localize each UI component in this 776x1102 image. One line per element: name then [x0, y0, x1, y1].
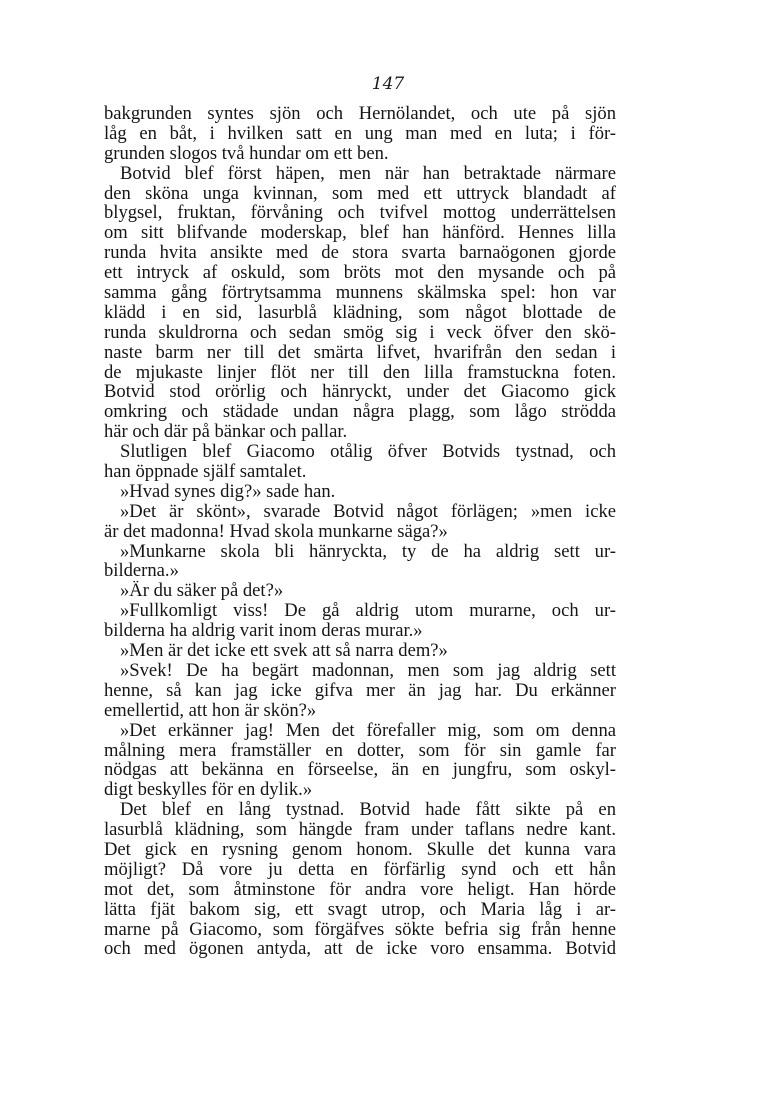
- body-text: [104, 104, 616, 959]
- text-line: »Svek! De ha begärt madonnan, men som jag aldrig sett: [120, 660, 616, 681]
- text-line: bilderna.»: [104, 561, 179, 582]
- text-line: runda hvita ansikte med de stora svarta barnaögonen gjorde: [104, 243, 616, 264]
- text-line: bakgrunden syntes sjön och Hernölandet, och ute på sjön: [104, 104, 616, 124]
- text-line: digt beskylles för en dylik.»: [104, 780, 313, 801]
- text-line: Botvid blef först häpen, men när han betraktade närmare: [120, 163, 616, 184]
- text-line: blygsel, fruktan, förvåning och tvifvel mottog underrättelsen: [104, 203, 616, 224]
- text-line: »Det är skönt», svarade Botvid något förlägen; »men icke: [120, 501, 616, 522]
- text-line: möjligt? Då vore ju detta en förfärlig synd och ett hån: [104, 859, 616, 880]
- text-line: här och där på bänkar och pallar.: [104, 422, 348, 443]
- text-line: är det madonna! Hvad skola munkarne säga?»: [104, 521, 448, 542]
- text-line: klädd i en sid, lasurblå klädning, som något blottade de: [104, 302, 616, 323]
- text-line: omkring och städade undan några plagg, som lågo strödda: [104, 402, 616, 423]
- text-line: mot det, som åtminstone för andra vore heligt. Han hörde: [104, 879, 616, 900]
- text-line: Det gick en rysning genom honom. Skulle det kunna vara: [104, 839, 616, 860]
- text-line: den sköna unga kvinnan, som med ett uttryck blandadt af: [104, 183, 616, 204]
- text-line: han öppnade själf samtalet.: [104, 462, 307, 482]
- text-line: Slutligen blef Giacomo otålig öfver Botvids tystnad, och: [120, 442, 616, 463]
- text-line: låg en båt, i hvilken satt en ung man med en luta; i för-: [104, 123, 616, 144]
- text-line: runda skuldrorna och sedan smög sig i veck öfver den skö-: [104, 322, 616, 343]
- text-line: grunden slogos två hundar om ett ben.: [104, 143, 389, 164]
- text-line: de mjukaste linjer flöt ner till den lilla framstuckna foten.: [104, 362, 616, 383]
- text-line: »Fullkomligt viss! De gå aldrig utom murarne, och ur-: [120, 601, 616, 622]
- text-line: målning mera framställer en dotter, som för sin gamle far: [104, 740, 616, 761]
- text-line: Det blef en lång tystnad. Botvid hade fått sikte på en: [120, 800, 616, 821]
- text-line: marne på Giacomo, som förgäfves sökte befria sig från henne: [104, 919, 616, 940]
- text-line: Botvid stod orörlig och hänryckt, under det Giacomo gick: [104, 382, 616, 403]
- text-line: »Det erkänner jag! Men det förefaller mig, som om denna: [120, 720, 616, 741]
- text-line: lätta fjät bakom sig, ett svagt utrop, och Maria låg i ar-: [104, 899, 616, 920]
- text-line: samma gång förtrytsamma munnens skälmska spel: hon var: [104, 283, 616, 303]
- text-line: »Är du säker på det?»: [120, 581, 284, 602]
- page-number: 147: [371, 74, 405, 94]
- text-line: lasurblå klädning, som hängde fram under taflans nedre kant.: [104, 820, 616, 840]
- text-line: om sitt blifvande moderskap, blef han hänförd. Hennes lilla: [104, 223, 616, 244]
- text-line: emellertid, att hon är skön?»: [104, 700, 317, 721]
- text-line: nödgas att bekänna en förseelse, än en jungfru, som oskyl-: [104, 760, 616, 781]
- text-line: »Men är det icke ett svek att så narra dem?»: [120, 641, 448, 661]
- text-line: och med ögonen antyda, att de icke voro ensamma. Botvid: [104, 939, 616, 960]
- text-line: »Hvad synes dig?» sade han.: [120, 481, 336, 502]
- text-line: »Munkarne skola bli hänryckta, ty de ha aldrig sett ur-: [120, 541, 616, 562]
- text-line: bilderna ha aldrig varit inom deras murar.»: [104, 621, 423, 642]
- text-line: naste barm ner till det smärta lifvet, hvarifrån den sedan i: [104, 342, 616, 363]
- text-line: henne, så kan jag icke gifva mer än jag har. Du erkänner: [104, 680, 616, 701]
- text-line: ett intryck af oskuld, som bröts mot den mysande och på: [104, 263, 616, 284]
